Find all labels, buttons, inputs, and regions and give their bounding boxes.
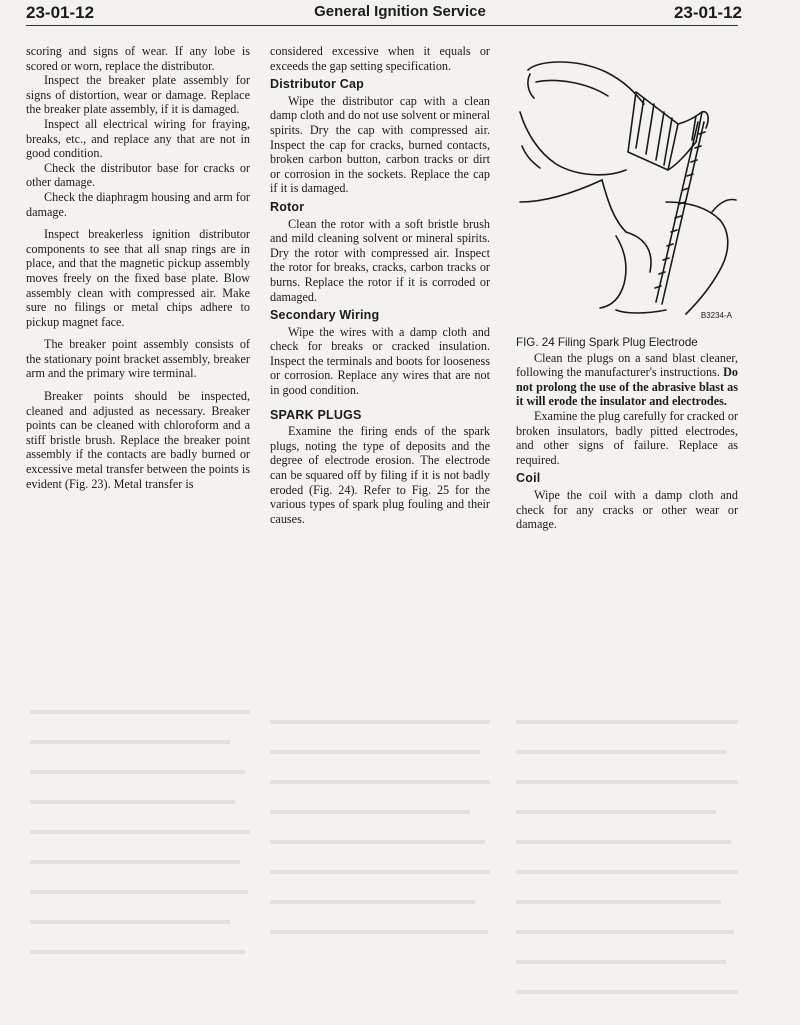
bleed-line	[270, 750, 480, 754]
bleed-line	[270, 930, 488, 934]
bleed-line	[516, 870, 738, 874]
paragraph: The breaker point assembly consists of the stationary point bracket assembly, breaker arm and the primary wire terminal.	[26, 337, 250, 381]
bleed-line	[270, 870, 490, 874]
heading-spark-plugs: SPARK PLUGS	[270, 407, 362, 422]
heading-distributor-cap: Distributor Cap	[270, 77, 364, 92]
bleed-line	[30, 860, 240, 864]
heading-rotor: Rotor	[270, 199, 305, 214]
paragraph: Check the diaphragm housing and arm for damage.	[26, 189, 250, 219]
bleed-line	[30, 830, 250, 834]
page-number-right: 23-01-12	[673, 3, 742, 22]
section-title: General Ignition Service	[314, 3, 486, 20]
paragraph: scoring and signs of wear. If any lobe is scored or worn, replace the distributor.	[26, 44, 250, 73]
bleed-line	[270, 810, 470, 814]
bleed-line	[516, 750, 726, 754]
heading-secondary-wiring: Secondary Wiring	[270, 308, 380, 323]
bleed-line	[516, 720, 738, 724]
figure-filing-spark-plug	[516, 52, 738, 322]
bleed-line	[30, 740, 230, 744]
bleed-line	[270, 840, 485, 844]
paragraph: Wipe the distributor cap with a clean damp cloth and do not use solvent or mineral spirits. Dry the cap with compressed air. Inspect the cap for cracks, burned contacts, broken carbon button, carbon tracks or dirt or corrosion in the sockets. Replace the cap if it is damaged.	[270, 93, 491, 196]
bleed-line	[30, 920, 230, 924]
paragraph: Wipe the coil with a damp cloth and check for any cracks or other wear or damage.	[516, 487, 738, 532]
paragraph: Check the distributor base for cracks or other damage.	[26, 160, 250, 190]
header-rule	[26, 25, 738, 26]
column-middle	[270, 44, 490, 526]
bleed-line	[270, 780, 490, 784]
bleed-line	[30, 770, 245, 774]
warning-text: Do not prolong the use of the abrasive blast as it will erode the insulator and electrodes.	[516, 365, 738, 409]
page-header	[0, 0, 800, 28]
bleed-through-background	[0, 600, 800, 1025]
bleed-line	[516, 810, 716, 814]
paragraph: Breaker points should be inspected, cleaned and adjusted as necessary. Breaker points can be cleaned with chloroform and a stiff bristle brush. Replace the breaker point assembly if the contacts are badly burned or excessive metal transfer between the points is evident (Fig. 23). Metal transfer is	[26, 389, 250, 491]
paragraph: Examine the plug carefully for cracked or broken insulators, badly pitted electrodes, and other signs of failure. Replace as required.	[516, 408, 738, 467]
bleed-line	[516, 930, 734, 934]
bleed-line	[30, 950, 245, 954]
figure-code: B3234-A	[700, 311, 732, 320]
bleed-line	[30, 710, 250, 714]
paragraph: Inspect all electrical wiring for fraying, breaks, etc., and replace any that are not in good condition.	[26, 116, 250, 161]
column-right	[516, 336, 738, 532]
bleed-line	[516, 990, 738, 994]
paragraph: Clean the rotor with a soft bristle brush and mild cleaning solvent or mineral spirits. Dry the rotor with compressed air. Inspect the rotor for breaks, cracks, carbon tracks or burns. Replace the rotor if it is corroded or damaged.	[270, 216, 490, 304]
bleed-line	[516, 900, 721, 904]
paragraph	[516, 351, 738, 409]
bleed-line	[270, 720, 490, 724]
paragraph: Wipe the wires with a damp cloth and check for breaks or cracked insulation. Inspect the terminals and boots for looseness or corrosion. Replace any wires that are not in good condition.	[270, 324, 490, 398]
paragraph: Inspect the breaker plate assembly for signs of distortion, wear or damage. Replace the breaker plate assembly, if it is damaged.	[26, 73, 250, 117]
column-left	[26, 44, 250, 491]
paragraph-text: Clean the plugs on a sand blast cleaner, following the manufacturer's instructions.	[516, 350, 738, 380]
bleed-line	[516, 780, 738, 784]
heading-coil: Coil	[516, 471, 541, 486]
bleed-line	[270, 900, 475, 904]
paragraph: considered excessive when it equals or exceeds the gap setting specification.	[270, 44, 490, 73]
bleed-line	[30, 890, 248, 894]
bleed-line	[30, 800, 235, 804]
page-number-left: 23-01-12	[26, 3, 95, 22]
figure-caption: FIG. 24 Filing Spark Plug Electrode	[516, 336, 698, 349]
paragraph: Inspect breakerless ignition distributor components to see that all snap rings are in place, and that the magnetic pickup assembly moves freely on the fixed base plate. Blow assembly clean with compressed air. Make sure no filings or metal chips adhere to pickup magnet face.	[26, 227, 250, 329]
bleed-line	[516, 960, 726, 964]
spark-plug-illustration	[516, 52, 738, 322]
bleed-line	[516, 840, 731, 844]
paragraph: Examine the firing ends of the spark plugs, noting the type of deposits and the degree of electrode erosion. The electrode can be squared off by filing if it is not badly eroded (Fig. 24). Refer to Fig. 25 for the various types of spark plug fouling and their causes.	[270, 424, 490, 526]
